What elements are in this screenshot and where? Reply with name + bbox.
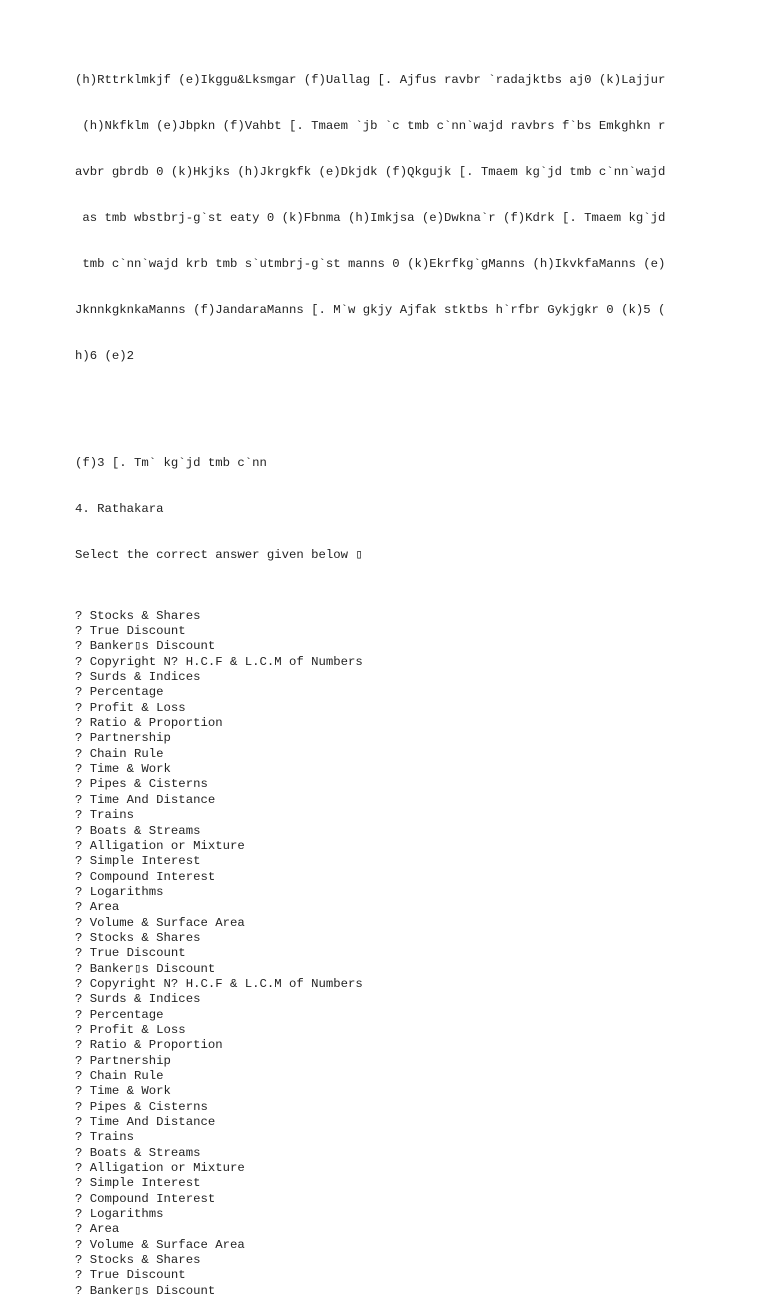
topic-list-item: ? Chain Rule bbox=[75, 1069, 164, 1083]
topic-list-item: ? Chain Rule bbox=[75, 746, 164, 761]
topic-list-item: ? True Discount bbox=[75, 624, 186, 639]
paragraph-line: h)6 (e)2 bbox=[75, 348, 135, 363]
topic-list-item: ? Alligation or Mixture bbox=[75, 838, 245, 853]
topic-list-item: ? Stocks & Shares bbox=[75, 930, 201, 945]
paragraph-line: avbr gbrdb 0 (k)Hkjks (h)Jkrgkfk (e)Dkjdk (f)Qkgujk [. Tmaem kg`jd tmb c`nn`wajd bbox=[75, 164, 666, 179]
topic-list-item: ? Ratio & Proportion bbox=[75, 1038, 223, 1053]
answer-section bbox=[75, 425, 750, 594]
paragraph-line: (h)Nkfklm (e)Jbpkn (f)Vahbt [. Tmaem `jb `c tmb c`nn`wajd ravbrs f`bs Emkghkn r bbox=[75, 118, 666, 133]
topic-list-item: ? Profit & Loss bbox=[75, 1022, 186, 1037]
answer-instruction: Select the correct answer given below ▯ bbox=[75, 547, 363, 562]
topic-list-item: ? Compound Interest bbox=[75, 1191, 216, 1206]
topic-list-item: ? Logarithms bbox=[75, 1207, 164, 1222]
document-page bbox=[75, 42, 750, 1299]
topic-list-item: ? Copyright N? H.C.F & L.C.M of Numbers bbox=[75, 976, 363, 991]
topic-list-item: ? Time And Distance bbox=[75, 1115, 216, 1130]
answer-option-line: (f)3 [. Tm` kg`jd tmb c`nn bbox=[75, 455, 267, 470]
paragraph-line: (h)Rttrklmkjf (e)Ikggu&Lksmgar (f)Uallag [. Ajfus ravbr `radajktbs aj0 (k)Lajjur bbox=[75, 72, 666, 87]
garbled-paragraph bbox=[75, 42, 750, 395]
topic-list-item: ? Volume & Surface Area bbox=[75, 1237, 245, 1252]
topic-list-item: ? Simple Interest bbox=[75, 1176, 201, 1191]
topic-list-item: ? Banker▯s Discount bbox=[75, 1283, 216, 1298]
topic-list bbox=[75, 609, 750, 1299]
topic-list-item: ? Pipes & Cisterns bbox=[75, 777, 208, 792]
answer-option-line: 4. Rathakara bbox=[75, 501, 164, 516]
topic-list-item: ? Partnership bbox=[75, 1053, 171, 1068]
topic-list-item: ? Percentage bbox=[75, 685, 164, 700]
topic-list-item: ? Banker▯s Discount bbox=[75, 961, 216, 976]
topic-list-item: ? Partnership bbox=[75, 731, 171, 746]
paragraph-line: as tmb wbstbrj-g`st eaty 0 (k)Fbnma (h)Imkjsa (e)Dwkna`r (f)Kdrk [. Tmaem kg`jd bbox=[75, 210, 666, 225]
topic-list-item: ? Trains bbox=[75, 808, 135, 823]
topic-list-item: ? Pipes & Cisterns bbox=[75, 1099, 208, 1114]
topic-list-item: ? True Discount bbox=[75, 1268, 186, 1283]
topic-list-item: ? Volume & Surface Area bbox=[75, 915, 245, 930]
topic-list-item: ? Time & Work bbox=[75, 762, 171, 777]
blank-space bbox=[75, 395, 750, 425]
topic-list-item: ? Stocks & Shares bbox=[75, 1253, 201, 1268]
topic-list-item: ? Area bbox=[75, 900, 120, 915]
topic-list-item: ? Banker▯s Discount bbox=[75, 639, 216, 654]
topic-list-item: ? Surds & Indices bbox=[75, 992, 201, 1007]
topic-list-item: ? Profit & Loss bbox=[75, 700, 186, 715]
topic-list-item: ? Boats & Streams bbox=[75, 1145, 201, 1160]
topic-list-item: ? Simple Interest bbox=[75, 854, 201, 869]
topic-list-item: ? Time And Distance bbox=[75, 792, 216, 807]
blank-space bbox=[75, 594, 750, 609]
topic-list-item: ? Percentage bbox=[75, 1007, 164, 1022]
topic-list-item: ? Logarithms bbox=[75, 884, 164, 899]
topic-list-item: ? Surds & Indices bbox=[75, 670, 201, 685]
topic-list-item: ? Stocks & Shares bbox=[75, 608, 201, 623]
topic-list-item: ? Boats & Streams bbox=[75, 823, 201, 838]
topic-list-item: ? Area bbox=[75, 1222, 120, 1237]
topic-list-item: ? Alligation or Mixture bbox=[75, 1161, 245, 1176]
topic-list-item: ? Trains bbox=[75, 1130, 135, 1145]
topic-list-item: ? True Discount bbox=[75, 946, 186, 961]
topic-list-item: ? Compound Interest bbox=[75, 869, 216, 884]
topic-list-item: ? Ratio & Proportion bbox=[75, 716, 223, 731]
paragraph-line: JknnkgknkaManns (f)JandaraManns [. M`w gkjy Ajfak stktbs h`rfbr Gykjgkr 0 (k)5 ( bbox=[75, 302, 666, 317]
paragraph-line: tmb c`nn`wajd krb tmb s`utmbrj-g`st manns 0 (k)Ekrfkg`gManns (h)IkvkfaManns (e) bbox=[75, 256, 666, 271]
topic-list-item: ? Time & Work bbox=[75, 1084, 171, 1099]
topic-list-item: ? Copyright N? H.C.F & L.C.M of Numbers bbox=[75, 654, 363, 669]
